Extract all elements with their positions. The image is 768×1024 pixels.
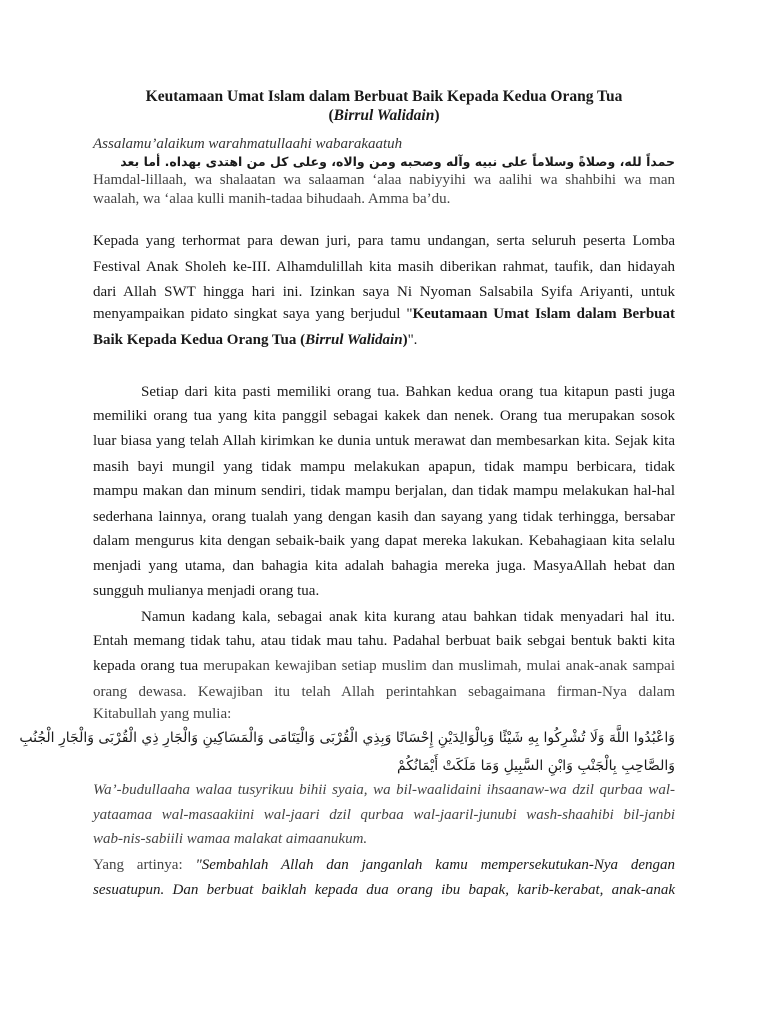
verse-translit-line: wab-nis-sabiili wamaa malakat aimaanukum. [93,831,368,847]
title-italic: Birrul Walidain [333,107,435,124]
speech-title-italic: Birrul Walidain [305,332,403,348]
document-title [93,87,675,125]
para1-line: masih bayi mungil yang tidak mampu melakukan apapun, tidak mampu berbicara, tidak [93,459,675,475]
para2-line: kepada orang tua merupakan kewajiban setiap muslim dan muslimah, mulai anak-anak sampai [93,658,675,674]
para2-line: Kitabullah yang mulia: [93,706,232,722]
translation-label: Yang artinya: [93,857,196,873]
para1-line: dalam mengurus kita dengan sebaik-baik yang dapat mereka lakukan. Kebahagiaan kita selalu [93,533,675,549]
para1-line: Setiap dari kita pasti memiliki orang tua. Bahkan kedua orang tua kitapun pasti juga [141,384,675,400]
para2-line: Namun kadang kala, sebagai anak kita kurang atau bahkan tidak menyadari hal itu. [141,609,675,625]
greeting-translit-line: Hamdal-lillaah, wa shalaatan wa salaaman ‘alaa nabiyyihi wa aalihi wa shahbihi wa man [93,172,675,188]
intro-line: menyampaikan pidato singkat saya yang berjudul "Keutamaan Umat Islam dalam Berbuat [93,306,675,322]
intro-line: Kepada yang terhormat para dewan juri, para tamu undangan, serta seluruh peserta Lomba [93,233,675,249]
para1-line: luar biasa yang telah Allah kirimkan ke dunia untuk merawat dan membesarkan kita. Sejak kita [93,433,675,449]
title-line-2: (Birrul Walidain) [328,107,440,124]
para1-line: mampu makan dan minum sendiri, tidak mampu berjalan, dan tidak mampu melakukan hal-hal [93,483,675,499]
para2-line: orang dewasa. Kewajiban itu telah Allah perintahkan sebagaimana firman-Nya dalam [93,684,675,700]
para1-line: sungguh mulianya menjadi orang tua. [93,583,320,599]
translation-line: Yang artinya: "Sembahlah Allah dan janganlah kamu mempersekutukan-Nya dengan [93,857,675,873]
para1-line: menjadi yang utama, dan bahagia kita adalah bahagia mereka juga. MasyaAllah hebat dan [93,558,675,574]
verse-arabic-line: وَالصَّاحِبِ بِالْجَنْبِ وَابْنِ السَّبِيلِ وَمَا مَلَكَتْ أَيْمَانُكُمْ [397,758,675,774]
intro-line: dari Allah SWT hingga hari ini. Izinkan saya Ni Nyoman Salsabila Syifa Ariyanti, untuk [93,284,675,300]
verse-translit-line: Wa’-budullaaha walaa tusyrikuu bihii syaia, wa bil-waalidaini ihsaanaw-wa dzil qurbaa wal- [93,782,675,798]
speech-title-bold: Keutamaan Umat Islam dalam Berbuat [412,306,675,322]
translation-line: sesuatupun. Dan berbuat baiklah kepada dua orang ibu bapak, karib-kerabat, anak-anak [93,882,675,898]
title-line-1: Keutamaan Umat Islam dalam Berbuat Baik Kepada Kedua Orang Tua [145,88,623,105]
para1-line: sederhana lainnya, orang tualah yang dengan kasih dan sayang yang tidak terhingga, bersabar [93,509,675,525]
para1-line: memiliki orang tua yang kita panggil sebagai kakek dan nenek. Orang tua merupakan sosok [93,408,675,424]
greeting-salam: Assalamu’alaikum warahmatullaahi wabarakaatuh [93,136,403,152]
para2-line: Entah memang tidak tahu, atau tidak mau tahu. Padahal berbuat baik sebgai bentuk bakti kita [93,633,675,649]
greeting-translit-line: waalah, wa ‘alaa kulli manih-tadaa bihudaah. Amma ba’du. [93,191,451,207]
intro-line: Festival Anak Sholeh ke-III. Alhamdulillah kita masih diberikan rahmat, taufik, dan hidayah [93,259,675,275]
intro-line: Baik Kepada Kedua Orang Tua (Birrul Walidain)". [93,332,418,348]
greeting-arabic: حمداً لله، وصلاةً وسلاماً على نبيه وآله وصحبه ومن والاه، وعلى كل من اهتدى بهداه. أما بعد [120,154,675,169]
verse-translit-line: yataamaa wal-masaakiini wal-jaari dzil qurbaa wal-jaaril-junubi wash-shaahibi bil-janbi [93,807,675,823]
verse-arabic-line: وَاعْبُدُوا اللَّهَ وَلَا تُشْرِكُوا بِهِ شَيْئًا وَبِالْوَالِدَيْنِ إِحْسَانًا وَبِذِي الْقُرْبَى وَالْيَتَامَى وَالْمَسَاكِينِ وَالْجَارِ ذِي الْقُرْبَى وَالْجَارِ الْجُنُبِ [19,730,675,746]
